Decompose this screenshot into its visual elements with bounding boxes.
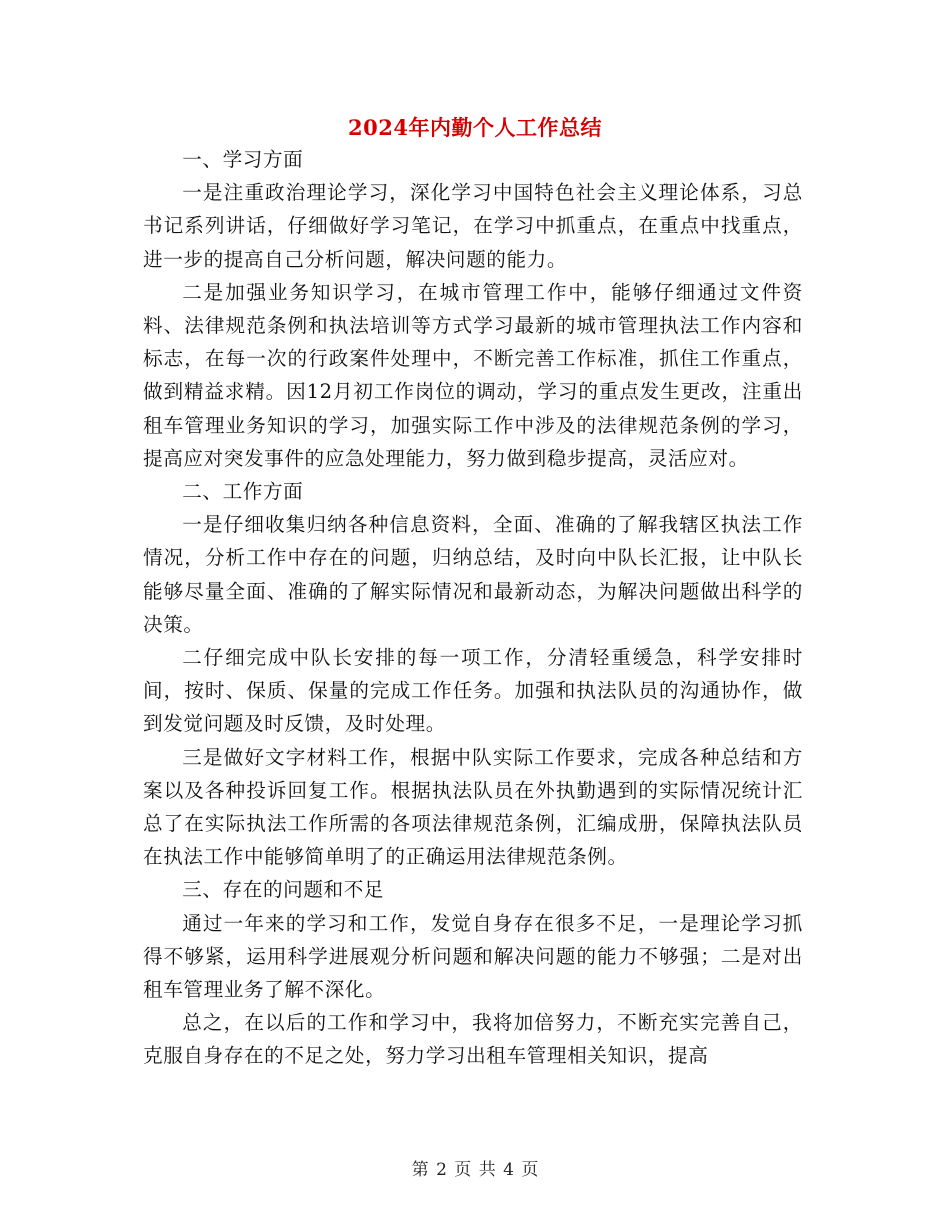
page-number-footer: 第 2 页 共 4 页 [411, 1160, 539, 1180]
section-heading-problems: 三、存在的问题和不足 [182, 878, 385, 902]
paragraph: 二是加强业务知识学习，在城市管理工作中，能够仔细通过文件资料、法律规范条例和执法培训等方式学习最新的城市管理执法工作内容和标志，在每一次的行政案件处理中，不断完善工作标准，抓住工作重点，做到精益求精。因12月初工作岗位的调动，学习的重点发生更改，注重出租车管理业务知识的学习，加强实际工作中涉及的法律规范条例的学习，提高应对突发事件的应急处理能力，努力做到稳步提高，灵活应对。 [143, 280, 803, 470]
document-title: 2024年内勤个人工作总结 [348, 115, 602, 140]
document-body [143, 143, 803, 1073]
paragraph: 三是做好文字材料工作，根据中队实际工作要求，完成各种总结和方案以及各种投诉回复工作。根据执法队员在外执勤遇到的实际情况统计汇总了在实际执法工作所需的各项法律规范条例，汇编成册，保障执法队员在执法工作中能够简单明了的正确运用法律规范条例。 [143, 745, 803, 869]
paragraph: 一是仔细收集归纳各种信息资料，全面、准确的了解我辖区执法工作情况，分析工作中存在的问题，归纳总结，及时向中队长汇报，让中队长能够尽量全面、准确的了解实际情况和最新动态，为解决问题做出科学的决策。 [143, 513, 803, 636]
section-heading-study: 一、学习方面 [182, 148, 304, 171]
paragraph: 一是注重政治理论学习，深化学习中国特色社会主义理论体系，习总书记系列讲话，仔细做好学习笔记，在学习中抓重点，在重点中找重点，进一步的提高自己分析问题，解决问题的能力。 [143, 181, 803, 271]
paragraph: 二仔细完成中队长安排的每一项工作，分清轻重缓急，科学安排时间，按时、保质、保量的完成工作任务。加强和执法队员的沟通协作，做到发觉问题及时反馈，及时处理。 [143, 646, 803, 736]
paragraph: 总之，在以后的工作和学习中，我将加倍努力，不断充实完善自己，克服自身存在的不足之处，努力学习出租车管理相关知识，提高 [143, 1011, 803, 1068]
section-heading-work: 二、工作方面 [182, 480, 304, 504]
paragraph: 通过一年来的学习和工作，发觉自身存在很多不足，一是理论学习抓得不够紧，运用科学进展观分析问题和解决问题的能力不够强；二是对出租车管理业务了解不深化。 [143, 911, 803, 1002]
